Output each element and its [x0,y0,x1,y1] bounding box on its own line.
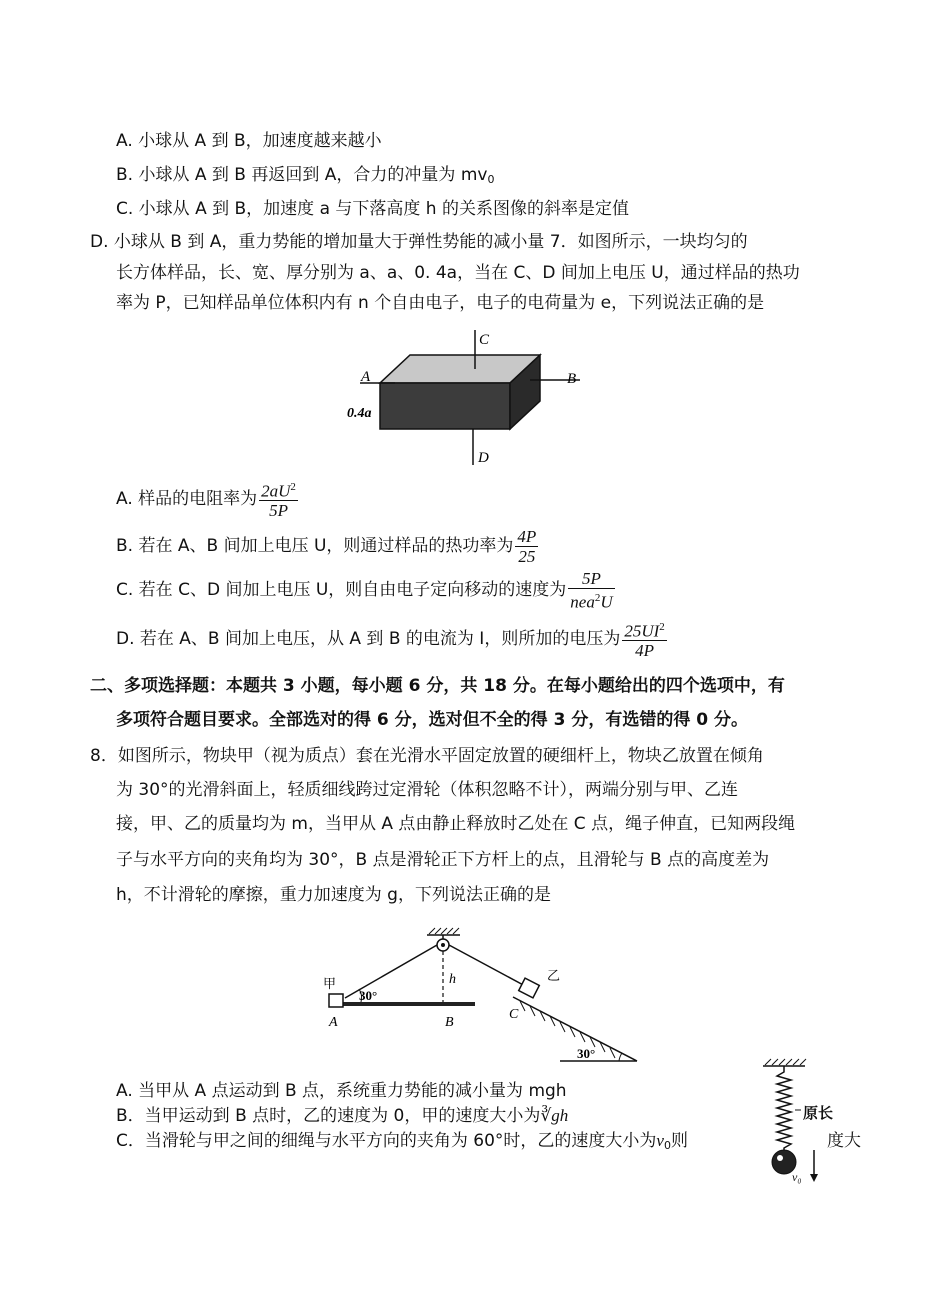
q7-line-3: 率为 P，已知样品单位体积内有 n 个自由电子，电子的电荷量为 e，下列说法正确的是 [116,293,765,313]
q8-option-c-end: 度大 [827,1131,861,1151]
section2-line-2: 多项符合题目要求。全部选对的得 6 分，选对但不全的得 3 分，有选错的得 0 分。 [116,710,748,730]
q6-option-b-text: B. 小球从 A 到 B 再返回到 A，合力的冲量为 mv [116,165,488,185]
q8-option-c [116,1130,688,1157]
q6-option-a: A. 小球从 A 到 B，加速度越来越小 [116,131,382,151]
q8-option-b [116,1105,568,1127]
q7-option-a [116,477,298,521]
q7-option-b [116,524,538,568]
q8-option-c-v-sub: 0 [663,1139,671,1152]
q8-option-a: A. 当甲从 A 点运动到 B 点，系统重力势能的减小量为 mgh [116,1081,567,1101]
q8-option-c-text: C．当滑轮与甲之间的细绳与水平方向的夹角为 60°时，乙的速度大小为 [116,1131,657,1151]
q7-option-d-fraction [622,618,666,661]
q7-option-d-text: D. 若在 A、B 间加上电压，从 A 到 B 的电流为 I，则所加的电压为 [116,629,621,649]
rope-right [449,945,527,987]
q7-block-figure [347,325,595,470]
label-angle-2: 30° [577,1046,596,1061]
label-yi: 乙 [547,968,561,983]
q7-option-a-fraction [259,478,298,521]
q6-option-c: C. 小球从 A 到 B，加速度 a 与下落高度 h 的关系图像的斜率是定值 [116,199,629,219]
q7-option-a-text: A. 样品的电阻率为 [116,489,258,509]
q8-option-b-root: ∛gh [540,1106,569,1125]
label-b: B [567,371,577,387]
q7-b-den: 25 [518,546,536,566]
q8-line-3: 接，甲、乙的质量均为 m，当甲从 A 点由静止释放时乙处在 C 点，绳子伸直，已知两段绳 [116,814,796,834]
q8-pulley-figure [315,925,645,1070]
label-c: C [509,1007,519,1022]
label-c: C [479,332,490,348]
q7-option-c-fraction [568,569,614,612]
q7-a-num: 2aU [261,481,291,501]
block-yi [519,978,540,998]
q7-option-c-text: C. 若在 C、D 间加上电压 U，则自由电子定向移动的速度为 [116,580,567,600]
q7-option-b-fraction [515,527,538,566]
q7-d-den: 4P [635,641,654,661]
spring-v0-label: v₀ [792,1170,802,1184]
q7-d-num: 25UI [624,621,660,641]
incline [515,997,637,1060]
q6-option-b [116,164,494,191]
label-jia: 甲 [323,976,337,991]
q7-line-2: 长方体样品，长、宽、厚分别为 a、a、0. 4a，当在 C、D 间加上电压 U，通过样品的热功 [116,263,800,283]
spring [777,1066,791,1152]
q7-c-den-sup: 2 [594,591,601,604]
block-jia [329,994,343,1007]
q8-option-b-text: B．当甲运动到 B 点时，乙的速度为 0，甲的速度大小为 [116,1106,541,1126]
q7-option-b-text: B. 若在 A、B 间加上电压 U，则通过样品的热功率为 [116,536,514,556]
q6-option-b-sub: 0 [487,173,495,186]
horizontal-rod [335,1002,475,1006]
q7-option-d [116,617,667,661]
label-d: D [478,450,489,466]
q8-option-c-v: v [656,1131,664,1150]
q7-b-num: 4P [517,526,537,546]
q7-option-c [116,568,615,612]
q7-a-num-sup: 2 [290,480,296,493]
q8-line-5: h，不计滑轮的摩擦，重力加速度为 g，下列说法正确的是 [116,885,551,905]
q7-c-den-b: U [600,592,613,612]
block-front-face [380,383,510,429]
q8-option-c-tail: 则 [670,1131,688,1151]
q7-c-den-a: nea [570,592,595,612]
label-a: A [361,369,371,385]
q8-line-1: 8．如图所示，物块甲（视为质点）套在光滑水平固定放置的硬细杆上，物块乙放置在倾角 [90,746,764,766]
spring-label: 原长 [803,1104,834,1122]
q7-c-num: 5P [568,569,614,589]
q8-line-2: 为 30°的光滑斜面上，轻质细线跨过定滑轮（体积忽略不计），两端分别与甲、乙连 [116,780,739,800]
label-b: B [445,1015,454,1030]
section2-line-1: 二、多项选择题：本题共 3 小题，每小题 6 分，共 18 分。在每小题给出的四个选项中，有 [90,676,785,696]
label-a: A [329,1015,338,1030]
label-thickness: 0.4a [347,406,372,421]
q6-option-d: D. 小球从 B 到 A，重力势能的增加量大于弹性势能的减小量 7．如图所示，一块均匀的 [90,232,748,252]
q7-a-den: 5P [269,501,288,521]
label-angle-1: 30° [359,988,378,1003]
label-h: h [449,972,456,987]
q7-d-num-sup: 2 [659,620,665,633]
q8-line-4: 子与水平方向的夹角均为 30°，B 点是滑轮正下方杆上的点，且滑轮与 B 点的高度差为 [116,850,770,870]
